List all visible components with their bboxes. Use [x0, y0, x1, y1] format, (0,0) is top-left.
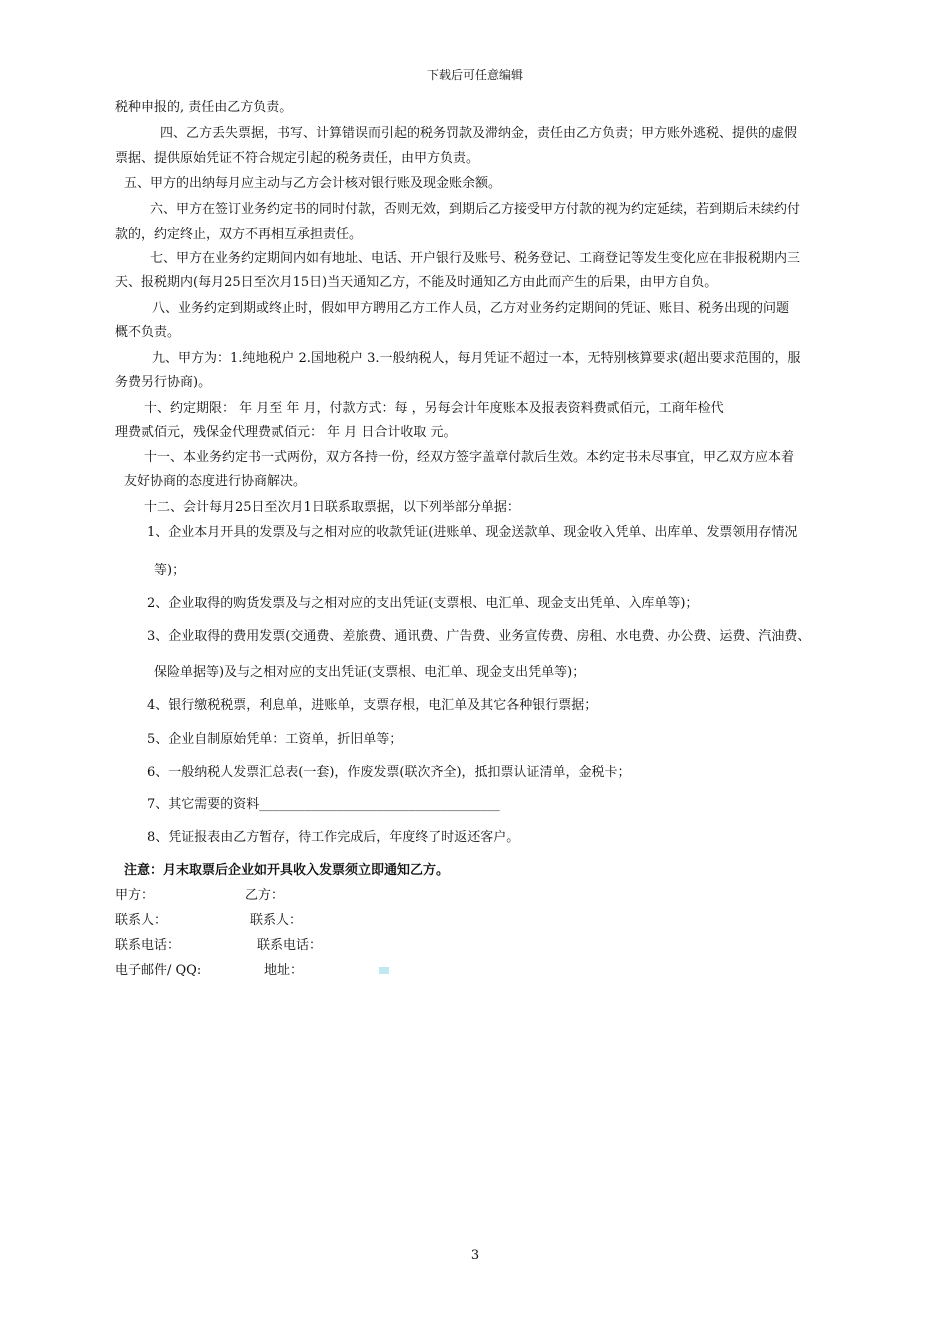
party-b-label: 乙方：: [245, 888, 285, 903]
paragraph-line: 理费贰佰元，残保金代理费贰佰元： 年 月 日合计收取 元。: [115, 425, 457, 440]
list-item: 2、企业取得的购货发票及与之相对应的支出凭证(支票根、电汇单、现金支出凭单、入库单等)；: [147, 596, 699, 611]
list-item: 1、企业本月开具的发票及与之相对应的收款凭证(进账单、现金送款单、现金收入凭单、出库单、发票领用存情况: [147, 525, 798, 540]
list-item: 6、一般纳税人发票汇总表(一套)，作废发票(联次齐全)，抵扣票认证清单，金税卡；: [147, 765, 631, 780]
list-item: 等)；: [154, 563, 186, 578]
phone-b-label: 联系电话：: [257, 938, 323, 953]
email-a-label: 电子邮件/ QQ:: [115, 963, 202, 978]
notice: 注意：月末取票后企业如开具收入发票须立即通知乙方。: [124, 863, 450, 878]
paragraph-line: 五、甲方的出纳每月应主动与乙方会计核对银行账及现金账余额。: [124, 176, 502, 191]
list-item: 8、凭证报表由乙方暂存，待工作完成后，年度终了时返还客户。: [147, 830, 520, 845]
paragraph-line: 四、乙方丢失票据，书写、计算错误而引起的税务罚款及滞纳金，责任由乙方负责；甲方账外逃税、提供的虚假: [160, 126, 798, 141]
contact-b-label: 联系人：: [250, 913, 303, 928]
paragraph-line: 友好协商的态度进行协商解决。: [124, 474, 307, 489]
paragraph-line: 税种申报的, 责任由乙方负责。: [115, 100, 293, 115]
list-item: 3、企业取得的费用发票(交通费、差旅费、通讯费、广告费、业务宣传费、房租、水电费、办公费、运费、汽油费、: [147, 629, 811, 644]
paragraph-line: 款的，约定终止，双方不再相互承担责任。: [115, 227, 363, 242]
paragraph-line: 务费另行协商)。: [115, 375, 212, 390]
paragraph-line: 九、甲方为：1.纯地税户 2.国地税户 3.一般纳税人，每月凭证不超过一本，无特别核算要求(超出要求范围的，服: [152, 351, 801, 366]
paragraph-line: 票据、提供原始凭证不符合规定引起的税务责任，由甲方负责。: [115, 151, 480, 166]
contact-a-label: 联系人：: [115, 913, 168, 928]
paragraph-line: 十一、本业务约定书一式两份，双方各持一份，经双方签字盖章付款后生效。本约定书未尽事宜，甲乙双方应本着: [144, 450, 795, 465]
paragraph-line: 天、报税期内(每月25日至次月15日)当天通知乙方，不能及时通知乙方由此而产生的后果，由甲方自负。: [115, 275, 718, 290]
list-item: 7、其它需要的资料_____________________________________: [147, 797, 500, 812]
paragraph-line: 八、业务约定到期或终止时，假如甲方聘用乙方工作人员，乙方对业务约定期间的凭证、账目、税务出现的问题: [152, 301, 790, 316]
list-item: 4、银行缴税税票，利息单，进账单，支票存根，电汇单及其它各种银行票据；: [147, 698, 598, 713]
highlight-mark: [379, 967, 389, 974]
phone-a-label: 联系电话：: [115, 938, 181, 953]
list-item: 5、企业自制原始凭单：工资单，折旧单等；: [147, 732, 403, 747]
list-item: 保险单据等)及与之相对应的支出凭证(支票根、电汇单、现金支出凭单等)；: [154, 665, 586, 680]
party-a-label: 甲方：: [115, 888, 155, 903]
paragraph-line: 七、甲方在业务约定期间内如有地址、电话、开户银行及账号、税务登记、工商登记等发生变化应在非报税期内三: [150, 251, 801, 266]
paragraph-line: 十二、会计每月25日至次月1日联系取票据，以下列举部分单据：: [144, 500, 520, 515]
paragraph-line: 六、甲方在签订业务约定书的同时付款，否则无效，到期后乙方接受甲方付款的视为约定延续，若到期后未续约付: [150, 202, 801, 217]
page-number: 3: [470, 1248, 480, 1263]
paragraph-line: 概不负责。: [115, 325, 181, 340]
page-header: 下载后可任意编辑: [426, 68, 523, 82]
paragraph-line: 十、约定期限： 年 月至 年 月，付款方式：每 ，另每会计年度账本及报表资料费贰佰元，工商年检代: [144, 401, 724, 416]
address-b-label: 地址：: [264, 963, 304, 978]
